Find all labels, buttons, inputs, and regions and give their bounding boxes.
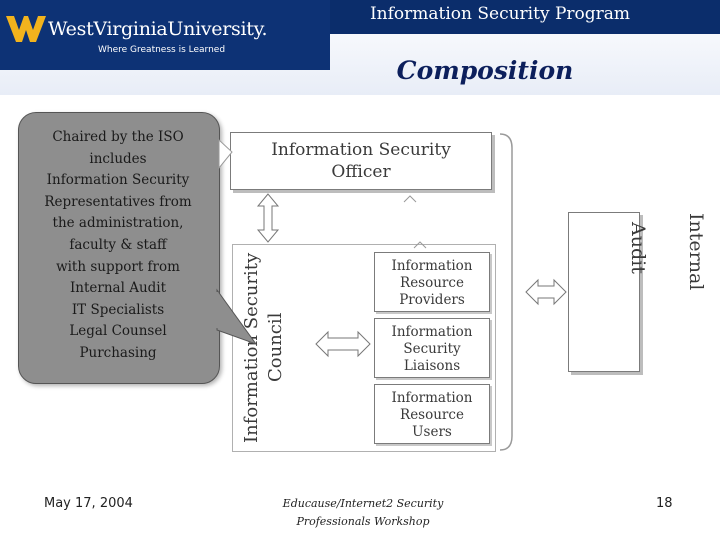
callout-text <box>18 127 218 365</box>
program-title: Information Security Program <box>369 4 631 24</box>
callout-line: includes <box>89 150 147 167</box>
university-name: WestVirginiaUniversity. <box>48 18 268 40</box>
footer-event <box>248 495 478 531</box>
sub-box-line: Information <box>391 390 473 406</box>
callout-line: Internal Audit <box>69 280 167 297</box>
page-number: 18 <box>656 496 673 511</box>
callout-line: Chaired by the ISO <box>52 129 184 145</box>
callout-line: Purchasing <box>79 344 157 361</box>
iso-box-line-1: Information Security <box>271 140 451 160</box>
callout-line: faculty & staff <box>69 236 167 253</box>
callout-line: IT Specialists <box>71 301 165 318</box>
sub-box-line: Security <box>403 341 461 357</box>
footer-date: May 17, 2004 <box>44 496 133 511</box>
iso-box-line-2: Officer <box>331 162 391 182</box>
sub-box-line: Information <box>391 258 473 274</box>
callout-line: with support from <box>56 258 180 275</box>
callout-line: Information Security <box>46 172 190 189</box>
sub-box-line: Providers <box>399 292 465 308</box>
callout-line: the administration, <box>52 215 184 232</box>
slide-title: Composition <box>396 56 574 85</box>
university-tagline: Where Greatness is Learned <box>98 45 226 55</box>
sub-box-line: Resource <box>400 407 464 423</box>
sub-box-line: Users <box>412 424 452 440</box>
council-label: Information Security Council <box>241 252 286 443</box>
sub-box-line: Resource <box>400 275 464 291</box>
footer-event-line-2: Professionals Workshop <box>296 515 430 528</box>
callout-line: Legal Counsel <box>69 323 167 340</box>
sub-box-line: Information <box>391 324 473 340</box>
sub-box-line: Liaisons <box>403 358 461 374</box>
footer-event-line-1: Educause/Internet2 Security <box>282 497 444 510</box>
internal-audit-label: Internal Audit <box>627 213 707 291</box>
callout-line: Representatives from <box>44 193 192 210</box>
